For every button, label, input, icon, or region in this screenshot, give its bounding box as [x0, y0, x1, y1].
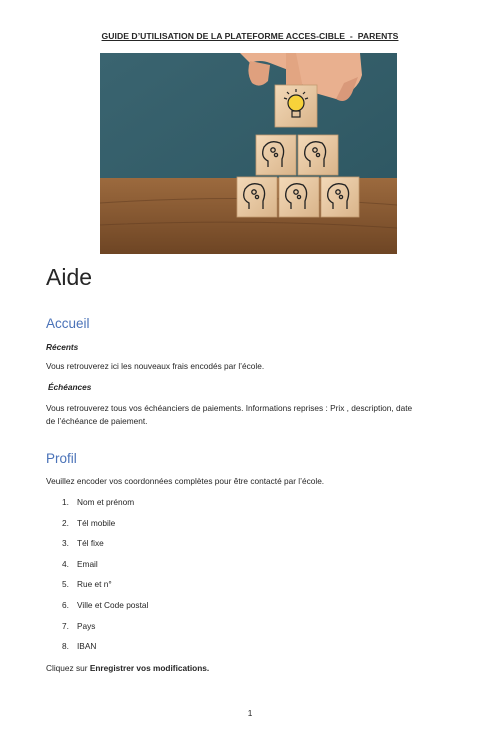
list-item: 7. Pays — [62, 620, 96, 631]
list-item: 8. IBAN — [62, 641, 97, 652]
paragraph-recents: Vous retrouverez ici les nouveaux frais encodés par l’école. — [46, 361, 265, 371]
subheading-echeances: Échéances — [48, 382, 92, 392]
list-item: 3. Tél fixe — [62, 538, 104, 549]
list-item: 6. Ville et Code postal — [62, 599, 149, 610]
paragraph-echeances-line-2: de l’échéance de paiement. — [46, 416, 148, 426]
subheading-recents: Récents — [46, 342, 79, 352]
section-heading-profil: Profil — [46, 451, 77, 466]
section-heading-accueil: Accueil — [46, 316, 90, 331]
list-item: 4. Email — [62, 558, 98, 569]
paragraph-save-instruction: Cliquez sur Enregistrer vos modifications. — [46, 663, 210, 673]
paragraph-profil-intro: Veuillez encoder vos coordonnées complètes pour être contacté par l’école. — [46, 476, 325, 486]
page-number: 1 — [247, 708, 253, 718]
document-header: GUIDE D’UTILISATION DE LA PLATEFORME ACCES-CIBLE - PARENTS — [101, 31, 399, 41]
save-action-text: Enregistrer vos modifications. — [89, 663, 210, 673]
list-item: 1. Nom et prénom — [62, 497, 135, 507]
header-photo — [100, 53, 397, 254]
profile-fields-list — [62, 497, 148, 662]
list-item: 5. Rue et n° — [62, 579, 112, 590]
list-item: 2. Tél mobile — [62, 517, 116, 528]
paragraph-echeances-line-1: Vous retrouverez tous vos échéanciers de paiements. Informations reprises : Prix , description, date — [46, 403, 413, 413]
page-title: Aide — [46, 264, 93, 290]
